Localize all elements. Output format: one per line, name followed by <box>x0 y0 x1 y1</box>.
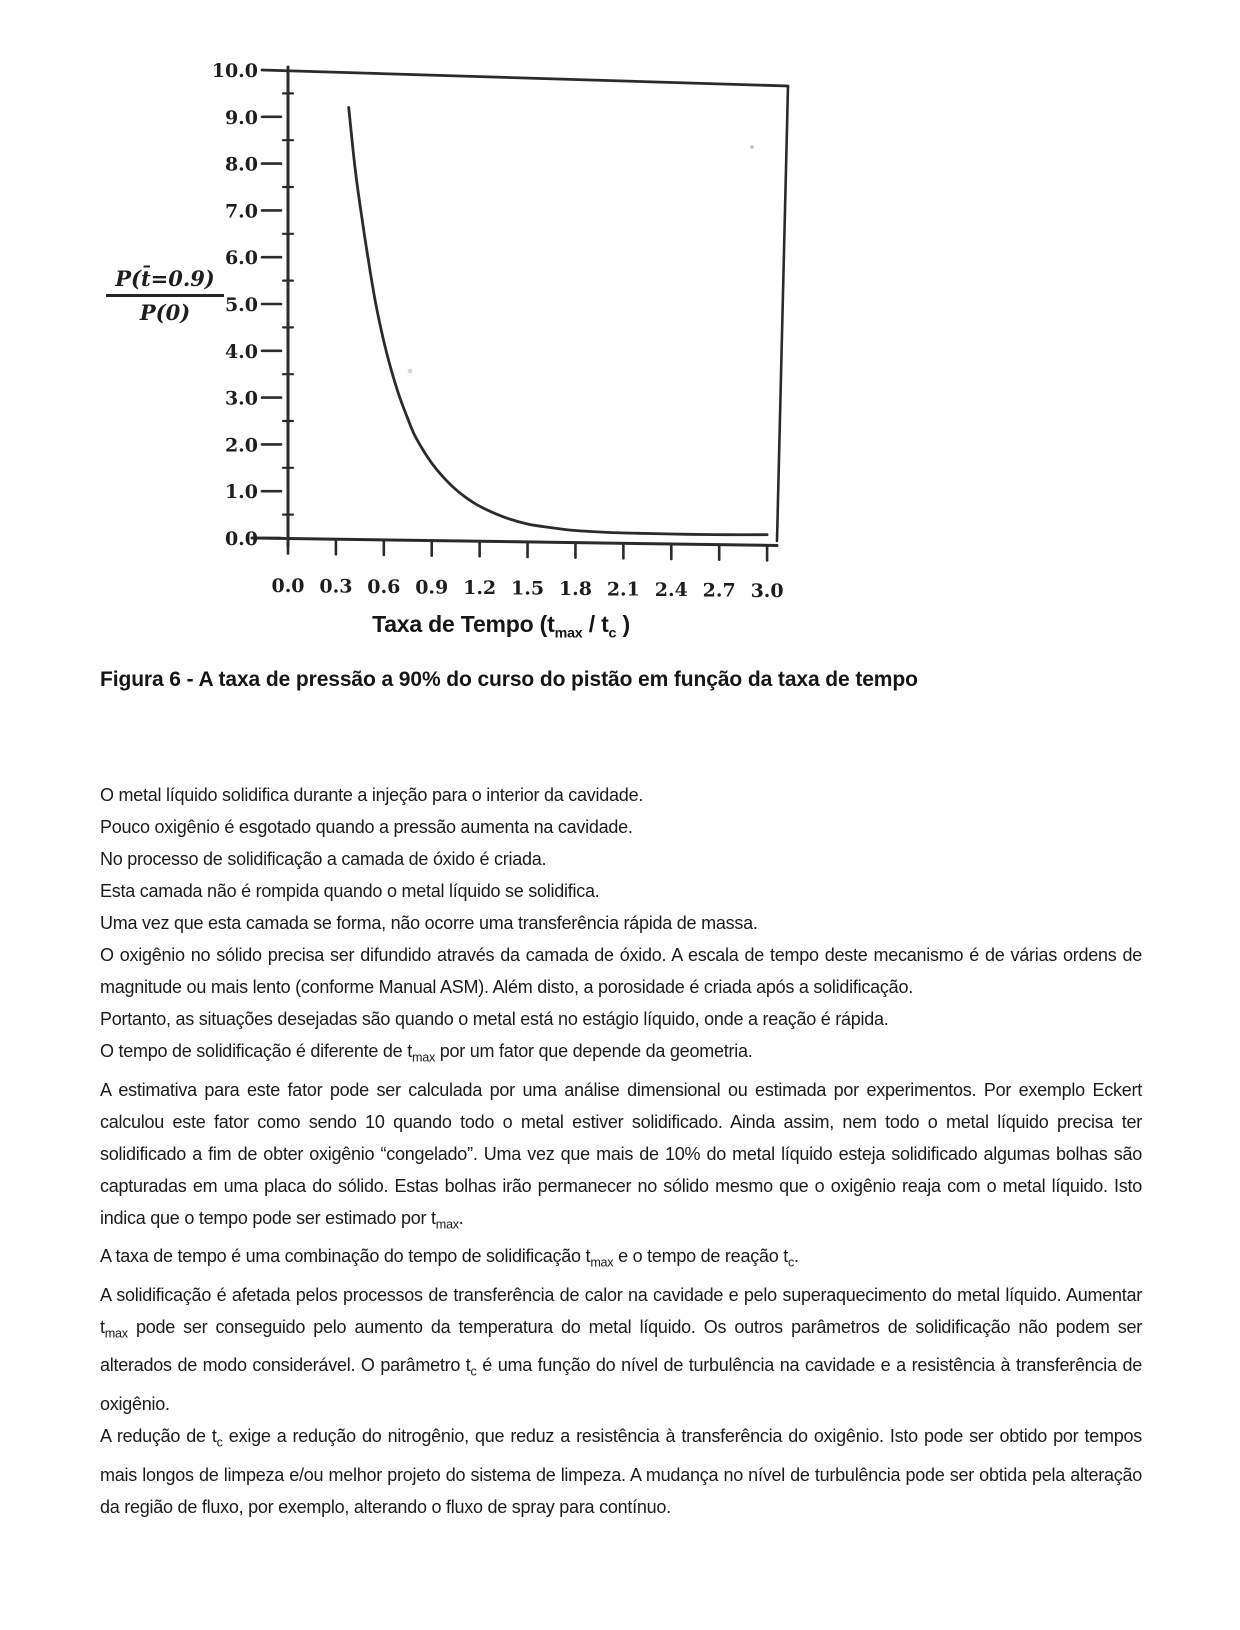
svg-text:6.0: 6.0 <box>224 247 258 270</box>
y-axis-label <box>104 266 226 327</box>
paragraph: Esta camada não é rompida quando o metal líquido se solidifica. <box>100 881 600 901</box>
svg-text:2.0: 2.0 <box>224 434 258 457</box>
paragraph: Uma vez que esta camada se forma, não ocorre uma transferência rápida de massa. <box>100 913 758 933</box>
svg-text:2.7: 2.7 <box>702 579 736 602</box>
paragraph: Portanto, as situações desejadas são quando o metal está no estágio líquido, onde a reação é rápida. <box>100 1009 889 1029</box>
svg-text:2.1: 2.1 <box>606 578 640 601</box>
fraction-bar <box>106 294 224 297</box>
svg-text:5.0: 5.0 <box>224 294 258 316</box>
paragraph: A taxa de tempo é uma combinação do tempo de solidificação $t_{max}$ e o tempo de reação $t_c$. <box>100 1246 799 1270</box>
svg-text:1.2: 1.2 <box>463 577 497 599</box>
svg-text:0.3: 0.3 <box>319 575 353 598</box>
y-axis-label-numerator: P(t̄=0.9) <box>115 266 215 291</box>
svg-text:1.5: 1.5 <box>511 577 545 600</box>
svg-text:1.0: 1.0 <box>224 481 258 504</box>
svg-text:0.0: 0.0 <box>271 575 305 597</box>
svg-text:0.9: 0.9 <box>415 576 449 599</box>
svg-text:3.0: 3.0 <box>224 387 258 410</box>
svg-text:8.0: 8.0 <box>224 153 258 176</box>
body-text <box>100 779 1142 1523</box>
figure-caption: Figura 6 - A taxa de pressão a 90% do curso do pistão em função da taxa de tempo <box>100 668 918 691</box>
paragraph: Pouco oxigênio é esgotado quando a pressão aumenta na cavidade. <box>100 817 633 837</box>
svg-text:1.8: 1.8 <box>558 578 592 600</box>
svg-text:4.0: 4.0 <box>224 340 258 363</box>
paragraph: No processo de solidificação a camada de óxido é criada. <box>100 849 547 869</box>
svg-text:3.0: 3.0 <box>750 580 784 602</box>
svg-text:2.4: 2.4 <box>654 579 688 601</box>
svg-text:9.0: 9.0 <box>224 106 258 129</box>
paragraph: O tempo de solidificação é diferente de $t_{max}$ por um fator que depende da geometria. <box>100 1041 753 1065</box>
svg-text:0.0: 0.0 <box>224 528 258 550</box>
paragraph: A solidificação é afetada pelos processos de transferência de calor na cavidade e pelo superaquecimento do metal líquido. Aumentar $t_{max}$ pode ser conseguido pelo aumento da temperatura do metal líquido. Os outros parâmetros de solidificação não podem ser alterados de modo considerável. O parâmetro $t_c$ é uma função do nível de turbulência na cavidade e a resistência à transferência de oxigênio. <box>100 1284 1142 1414</box>
paragraph: A redução de $t_c$ exige a redução do nitrogênio, que reduz a resistência à transferência do oxigênio. Isto pode ser obtido por tempos mais longos de limpeza e/ou melhor projeto do sistema de limpeza. A mudança no nível de turbulência pode ser obtida pela alteração da região de fluxo, por exemplo, alterando o fluxo de spray para contínuo. <box>100 1425 1142 1517</box>
svg-text:0.6: 0.6 <box>367 576 401 598</box>
svg-text:10.0: 10.0 <box>211 60 258 82</box>
paragraph: O oxigênio no sólido precisa ser difundido através da camada de óxido. A escala de tempo deste mecanismo é de várias ordens de magnitude ou mais lento (conforme Manual ASM). Além disto, a porosidade é criada após a solidificação. <box>100 945 1142 997</box>
paragraph: O metal líquido solidifica durante a injeção para o interior da cavidade. <box>100 785 644 805</box>
pressure-ratio-chart <box>0 0 1240 660</box>
y-axis-label-denominator: P(0) <box>139 300 191 326</box>
x-axis-title: Taxa de Tempo ($t_{max} / t_c$ ) <box>372 611 630 642</box>
svg-text:7.0: 7.0 <box>224 200 258 223</box>
paragraph: A estimativa para este fator pode ser calculada por uma análise dimensional ou estimada por experimentos. Por exemplo Eckert calculou este fator como sendo 10 quando todo o metal estiver solidificado. Ainda assim, nem todo o metal líquido precisa ter solidificado a fim de obter oxigênio “congelado”. Uma vez que mais de 10% do metal líquido esteja solidificado algumas bolhas são capturadas em uma placa do sólido. Estas bolhas irão permanecer no sólido mesmo que o oxigênio reaja com o metal líquido. Isto indica que o tempo pode ser estimado por $t_{max}$. <box>100 1079 1142 1232</box>
